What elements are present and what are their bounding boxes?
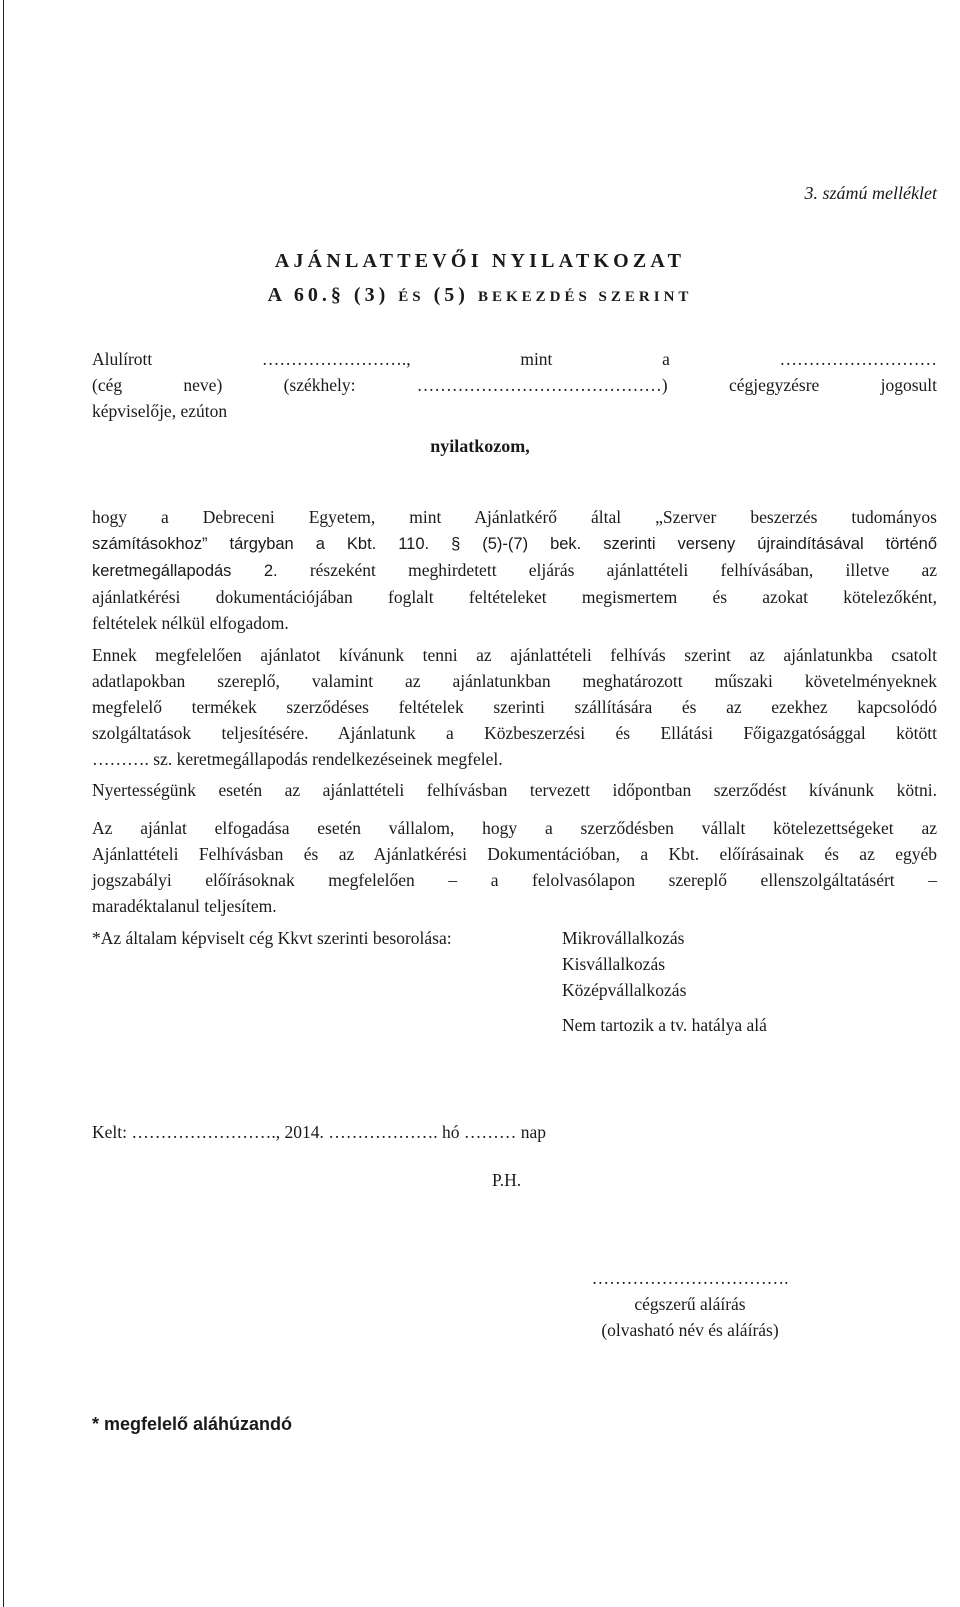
paragraph-contract <box>92 777 937 803</box>
classification-label: *Az általam képviselt cég Kkvt szerinti besorolása: <box>92 928 452 948</box>
paragraph-line: szolgáltatások teljesítésére. Ajánlatunk a Közbeszerzési és Ellátási Főigazgatósággal kötött <box>92 723 937 743</box>
classification-option-small: Kisvállalkozás <box>562 954 666 974</box>
document-subtitle <box>0 284 960 307</box>
paragraph-line: Ajánlattételi Felhívásban és az Ajánlatkérési Dokumentációban, a Kbt. előírásainak és az egyéb <box>92 844 937 864</box>
paragraph-line: Nyertességünk esetén az ajánlattételi felhívásban tervezett időpontban szerződést kívánunk kötni. <box>92 780 937 800</box>
paragraph-fragment: Kbt. 110. § (5)-(7) bek. szerinti verseny újraindításával történő <box>346 535 938 553</box>
intro-line: (cég neve) (székhely: ……………………………………) cégjegyzésre jogosult <box>92 375 937 395</box>
annex-label: 3. számú melléklet <box>804 183 937 203</box>
paragraph-line: jogszabályi előírásoknak megfelelően – a felolvasólapon szereplő ellenszolgáltatásért – <box>92 870 937 890</box>
paragraph-acceptance <box>92 504 937 636</box>
paragraph-line: Az ajánlat elfogadása esetén vállalom, hogy a szerződésben vállalt kötelezettségeket az <box>92 818 937 838</box>
declaration-word: nyilatkozom, <box>430 436 530 456</box>
intro-line: képviselője, ezúton <box>92 401 228 421</box>
footnote: * megfelelő aláhúzandó <box>92 1414 293 1434</box>
intro-paragraph <box>92 346 937 424</box>
signature-label: cégszerű aláírás <box>634 1294 746 1314</box>
paragraph-obligation <box>92 815 937 919</box>
subtitle-part-and: ÉS <box>398 289 425 305</box>
page-left-edge <box>3 0 4 1607</box>
paragraph-line: maradéktalanul teljesítem. <box>92 896 277 916</box>
stamp-placeholder: P.H. <box>492 1170 522 1190</box>
paragraph-line: ………. sz. keretmegállapodás rendelkezéseinek megfelel. <box>92 749 503 769</box>
signature-line: ……………………………. <box>591 1268 789 1288</box>
paragraph-line: feltételek nélkül elfogadom. <box>92 613 289 633</box>
paragraph-line <box>92 557 937 584</box>
subtitle-part-rest: BEKEZDÉS SZERINT <box>477 289 693 305</box>
classification-option-none: Nem tartozik a tv. hatálya alá <box>562 1015 767 1035</box>
signature-sublabel: (olvasható név és aláírás) <box>601 1320 779 1340</box>
document-title: AJÁNLATTEVŐI NYILATKOZAT <box>274 250 686 272</box>
paragraph-fragment: részeként meghirdetett eljárás ajánlattételi felhívásában, illetve az <box>277 560 937 580</box>
paragraph-fragment: keretmegállapodás 2. <box>92 562 278 580</box>
date-line: Kelt: ……………………., 2014. ………………. hó ……… nap <box>92 1122 547 1142</box>
paragraph-line: megfelelő termékek szerződéses feltételek szerinti szállítására és az ezekhez kapcsolódó <box>92 697 937 717</box>
classification-option-micro: Mikrovállalkozás <box>562 928 685 948</box>
subtitle-part-paragraph: (5) <box>433 284 469 306</box>
paragraph-line: adatlapokban szereplő, valamint az ajánlatunkban meghatározott műszaki követelményeknek <box>92 671 937 691</box>
paragraph-line <box>92 530 937 557</box>
intro-line: Alulírott ……………………., mint a ……………………… <box>92 349 937 369</box>
paragraph-line: ajánlatkérési dokumentációjában foglalt feltételeket megismertem és azokat kötelezőként, <box>92 587 937 607</box>
paragraph-line: Ennek megfelelően ajánlatot kívánunk tenni az ajánlattételi felhívás szerint az ajánlatunkba csatolt <box>92 645 937 665</box>
paragraph-offer <box>92 642 937 772</box>
classification-option-medium: Középvállalkozás <box>562 980 687 1000</box>
paragraph-line: hogy a Debreceni Egyetem, mint Ajánlatkérő által „Szerver beszerzés tudományos <box>92 507 937 527</box>
paragraph-fragment: számításokhoz” tárgyban a <box>92 535 347 553</box>
subtitle-part-section: A 60.§ (3) <box>267 284 390 306</box>
